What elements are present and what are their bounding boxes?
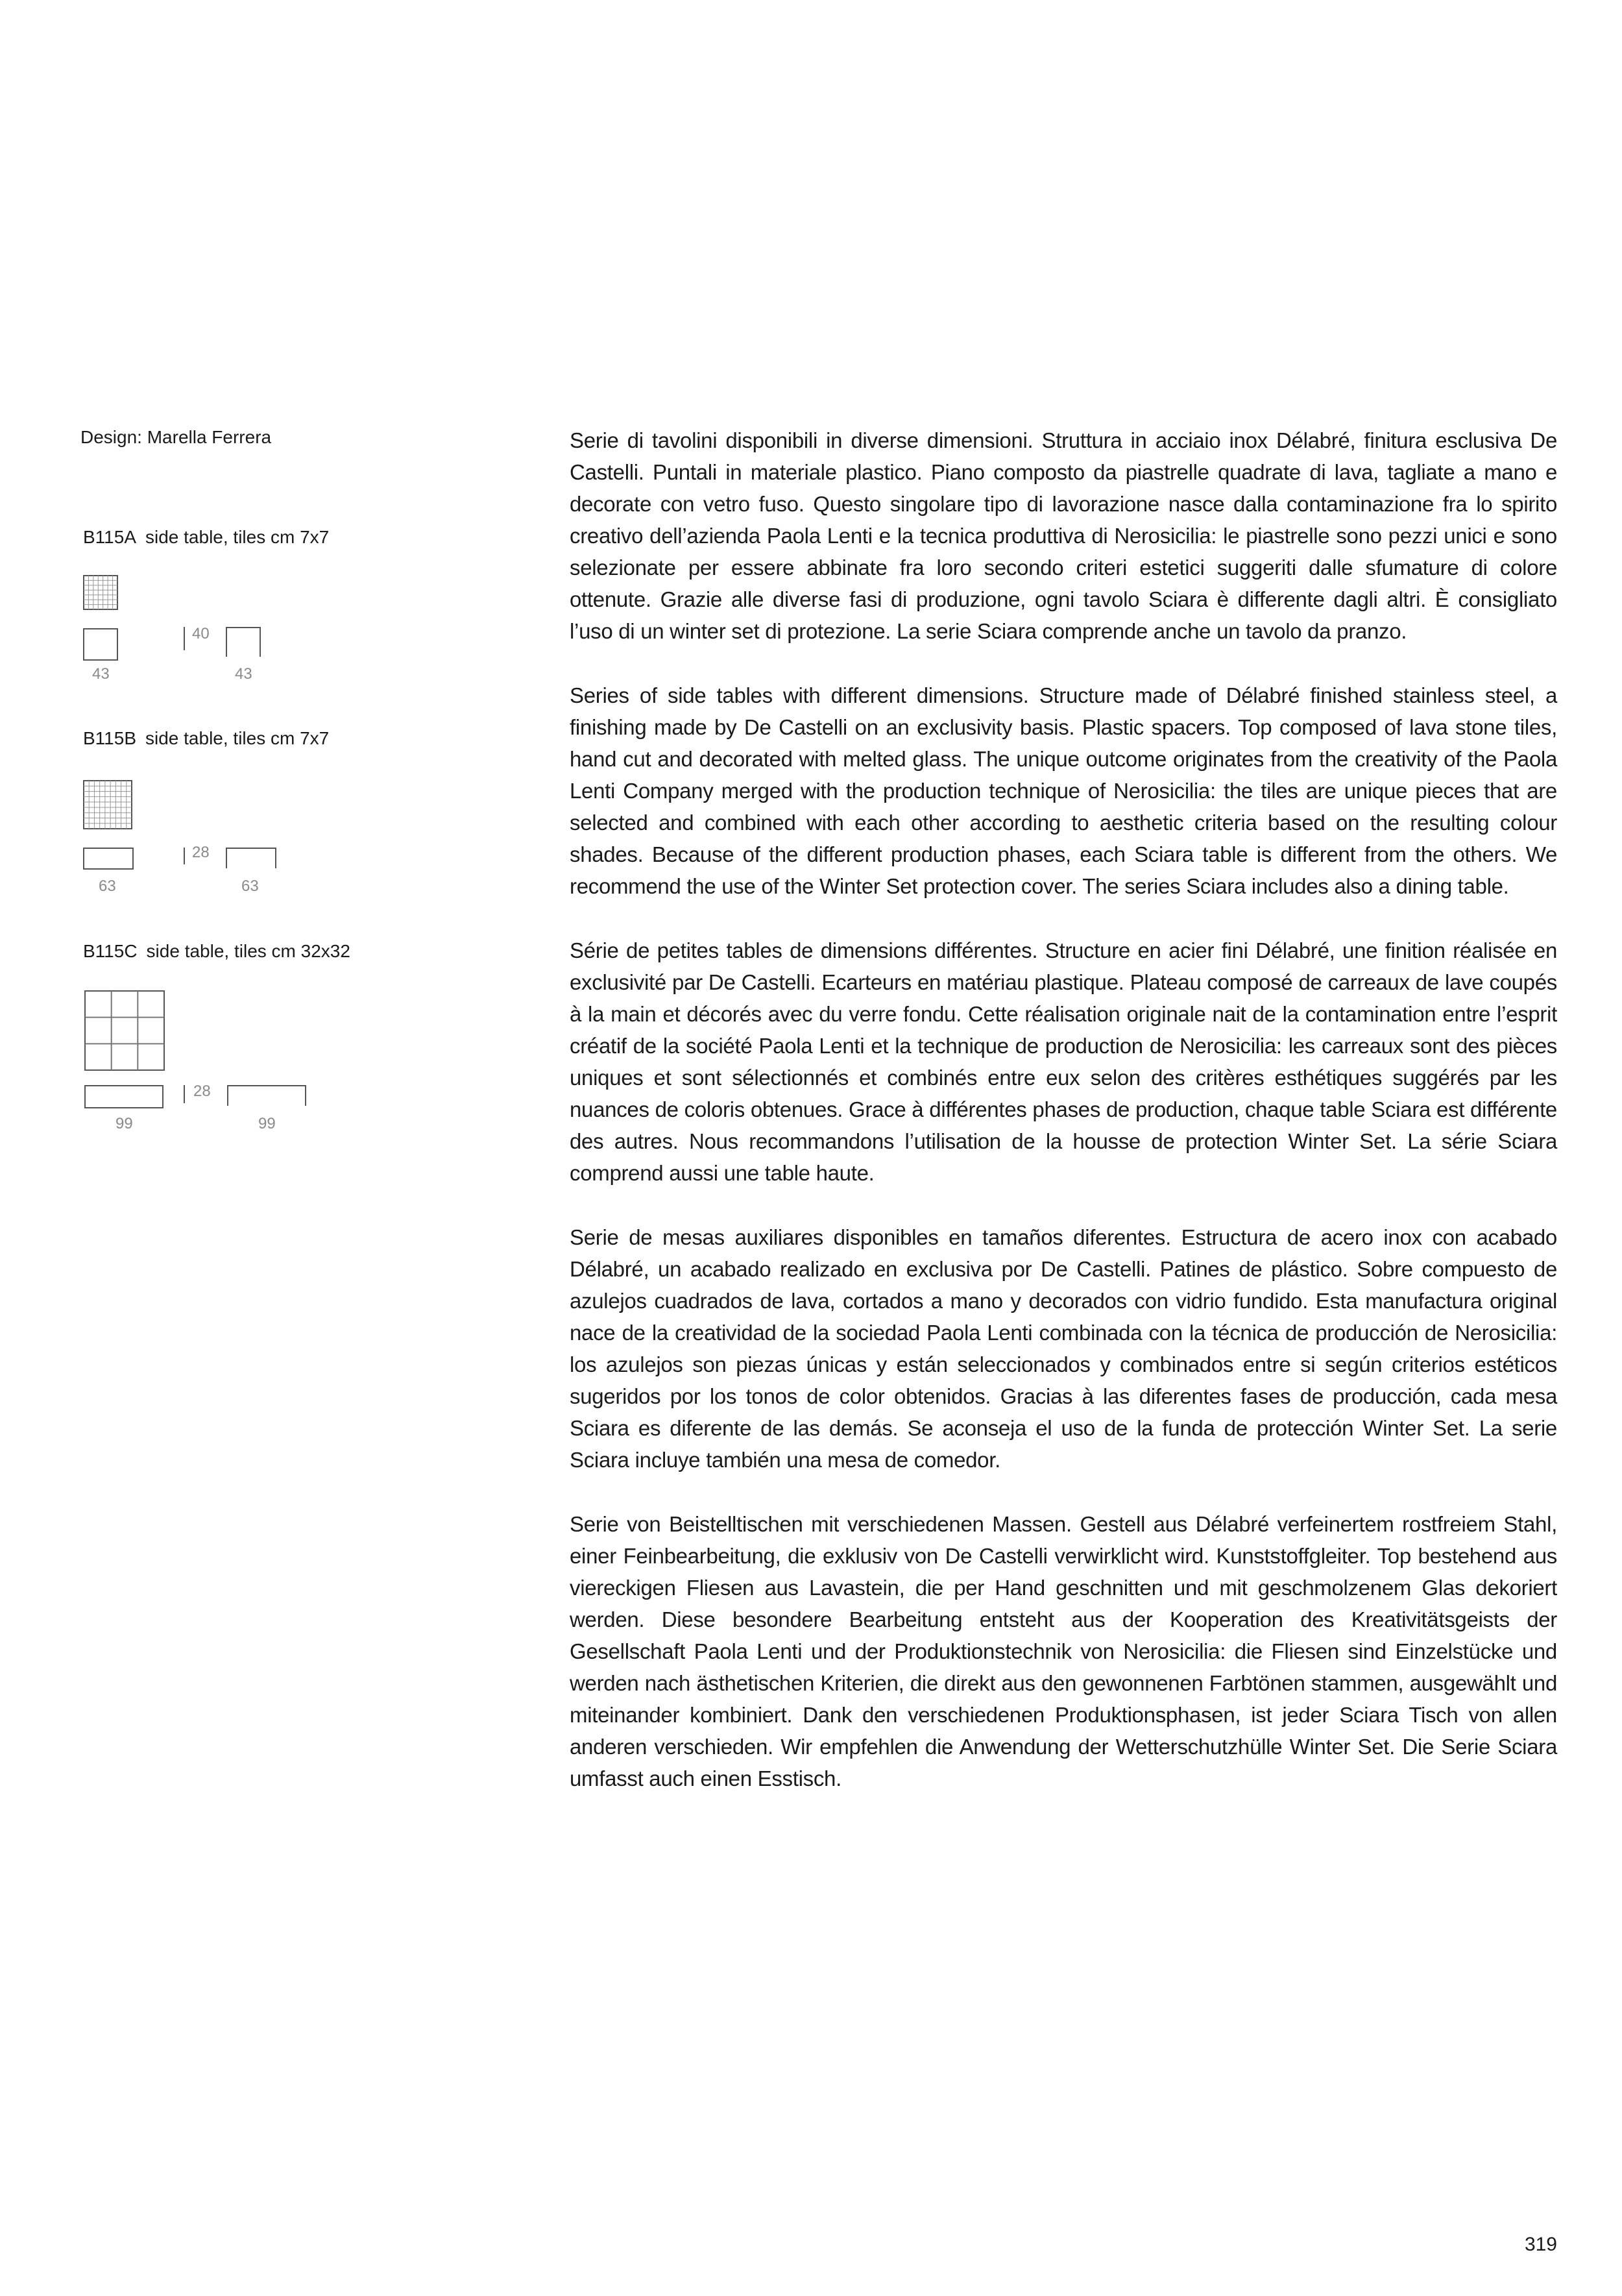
description-french: Série de petites tables de dimensions différentes. Structure en acier fini Délabré, une finition réalisée en exclusivité par De Castelli. Ecarteurs en matériau plastique. Plateau composé de carreaux de lave coupés à la main et décorés avec du verre fondu. Cette réalisation originale nait de la contamination entre l’esprit créatif de la société Paola Lenti et la technique de production de Nerosicilia: les carreaux sont des pièces uniques et sont sélectionnés et combinés entre eux selon des critères esthétiques suggérés par les nuances de coloris obtenues. Grace à différentes phases de production, chaque table Sciara est différente des autres. Nous recommandons l’utilisation de la housse de protection Winter Set. La série Sciara comprend aussi une table haute. bbox=[570, 938, 1557, 1185]
description-italian: Serie di tavolini disponibili in diverse dimensioni. Struttura in acciaio inox Délabré, finitura esclusiva De Castelli. Puntali in materiale plastico. Piano composto da piastrelle quadrate di lava, tagliate a mano e decorate con vetro fuso. Questo singolare tipo di lavorazione nasce dalla contaminazione fra lo spirito creativo dell’azienda Paola Lenti e la tecnica produttiva di Nerosicilia: le piastrelle sono pezzi unici e sono selezionate per essere abbinate fra loro secondo criteri estetici suggeriti dalle sfumature di colore ottenute. Grazie alle diverse fasi di produzione, ogni tavolo Sciara è differente dagli altri. È consigliato l’uso di un winter set di protezione. La serie Sciara comprende anche un tavolo da pranzo. bbox=[570, 428, 1557, 643]
width-dimension: 43 bbox=[92, 665, 110, 683]
side-view-b115c bbox=[227, 1085, 306, 1106]
description-english: Series of side tables with different dimensions. Structure made of Délabré finished stainless steel, a finishing made by De Castelli on an exclusivity basis. Plastic spacers. Top composed of lava stone tiles, hand cut and decorated with melted glass. The unique outcome originates from the creativity of the Paola Lenti Company merged with the production technique of Nerosicilia: the tiles are unique pieces that are selected and combined with each other according to aesthetic criteria based on the resulting colour shades. Because of the different production phases, each Sciara table is different from the others. We recommend the use of the Winter Set protection cover. The series Sciara includes also a dining table. bbox=[570, 683, 1557, 898]
product-code: B115B bbox=[83, 728, 136, 748]
product-code: B115C bbox=[83, 941, 138, 961]
tile-grid-drawing-b115b bbox=[83, 780, 132, 829]
product-title bbox=[83, 527, 498, 548]
product-title bbox=[83, 728, 498, 749]
product-description: side table, tiles cm 7x7 bbox=[145, 728, 330, 748]
width-dimension: 63 bbox=[99, 877, 116, 895]
height-marker bbox=[184, 1085, 185, 1103]
depth-dimension: 99 bbox=[258, 1115, 276, 1132]
top-view-b115c bbox=[84, 1085, 163, 1108]
product-description: side table, tiles cm 7x7 bbox=[145, 527, 330, 547]
depth-dimension: 43 bbox=[235, 665, 252, 683]
side-view-b115a bbox=[226, 627, 261, 657]
description-german: Serie von Beistelltischen mit verschiedenen Massen. Gestell aus Délabré verfeinertem rostfreiem Stahl, einer Feinbearbeitung, die exklusiv von De Castelli verwirklicht wird. Kunststoffgleiter. Top bestehend aus viereckigen Fliesen aus Lavastein, die per Hand geschnitten und mit geschmolzenem Glas dekoriert werden. Diese besondere Bearbeitung entsteht aus der Kooperation des Kreativitätsgeists der Gesellschaft Paola Lenti und der Produktionstechnik von Nerosicilia: die Fliesen sind Einzelstücke und werden nach ästhetischen Kriterien, die direkt aus den gewonnenen Farbtönen stammen, ausgewählt und miteinander kombiniert. Dank den verschiedenen Produktionsphasen, ist jeder Sciara Tisch von allen anderen verschieden. Wir empfehlen die Anwendung der Wetterschutzhülle Winter Set. Die Serie Sciara umfasst auch einen Esstisch. bbox=[570, 1512, 1557, 1790]
designer-credit: Design: Marella Ferrera bbox=[80, 427, 272, 447]
top-view-b115b bbox=[83, 848, 134, 870]
page-number: 319 bbox=[1524, 2234, 1557, 2255]
width-dimension: 99 bbox=[115, 1115, 133, 1132]
tile-grid-drawing-b115a bbox=[83, 575, 118, 610]
top-view-b115a bbox=[83, 628, 118, 661]
product-description: side table, tiles cm 32x32 bbox=[146, 941, 350, 961]
product-b115c bbox=[83, 941, 498, 962]
height-dimension: 40 bbox=[192, 625, 210, 642]
height-dimension: 28 bbox=[192, 844, 210, 861]
height-marker bbox=[184, 627, 185, 650]
product-b115b bbox=[83, 728, 498, 749]
depth-dimension: 63 bbox=[241, 877, 259, 895]
height-marker bbox=[184, 848, 185, 864]
side-view-b115b bbox=[226, 848, 276, 868]
product-title bbox=[83, 941, 498, 962]
tile-grid-drawing-b115c bbox=[84, 990, 165, 1071]
height-dimension: 28 bbox=[193, 1082, 211, 1100]
product-b115a bbox=[83, 527, 498, 548]
product-code: B115A bbox=[83, 527, 136, 547]
description-spanish: Serie de mesas auxiliares disponibles en tamaños diferentes. Estructura de acero inox con acabado Délabré, un acabado realizado en exclusiva por De Castelli. Patines de plástico. Sobre compuesto de azulejos cuadrados de lava, cortados a mano y decorados con vidrio fundido. Esta manufactura original nace de la creatividad de la sociedad Paola Lenti combinada con la técnica de producción de Nerosicilia: los azulejos son piezas únicas y están seleccionados y combinados entre si según criterios estéticos sugeridos por los tonos de color obtenidos. Gracias à las diferentes fases de producción, cada mesa Sciara es diferente de las demás. Se aconseja el uso de la funda de protección Winter Set. La serie Sciara incluye también una mesa de comedor. bbox=[570, 1225, 1557, 1472]
description-column bbox=[570, 424, 1557, 1827]
